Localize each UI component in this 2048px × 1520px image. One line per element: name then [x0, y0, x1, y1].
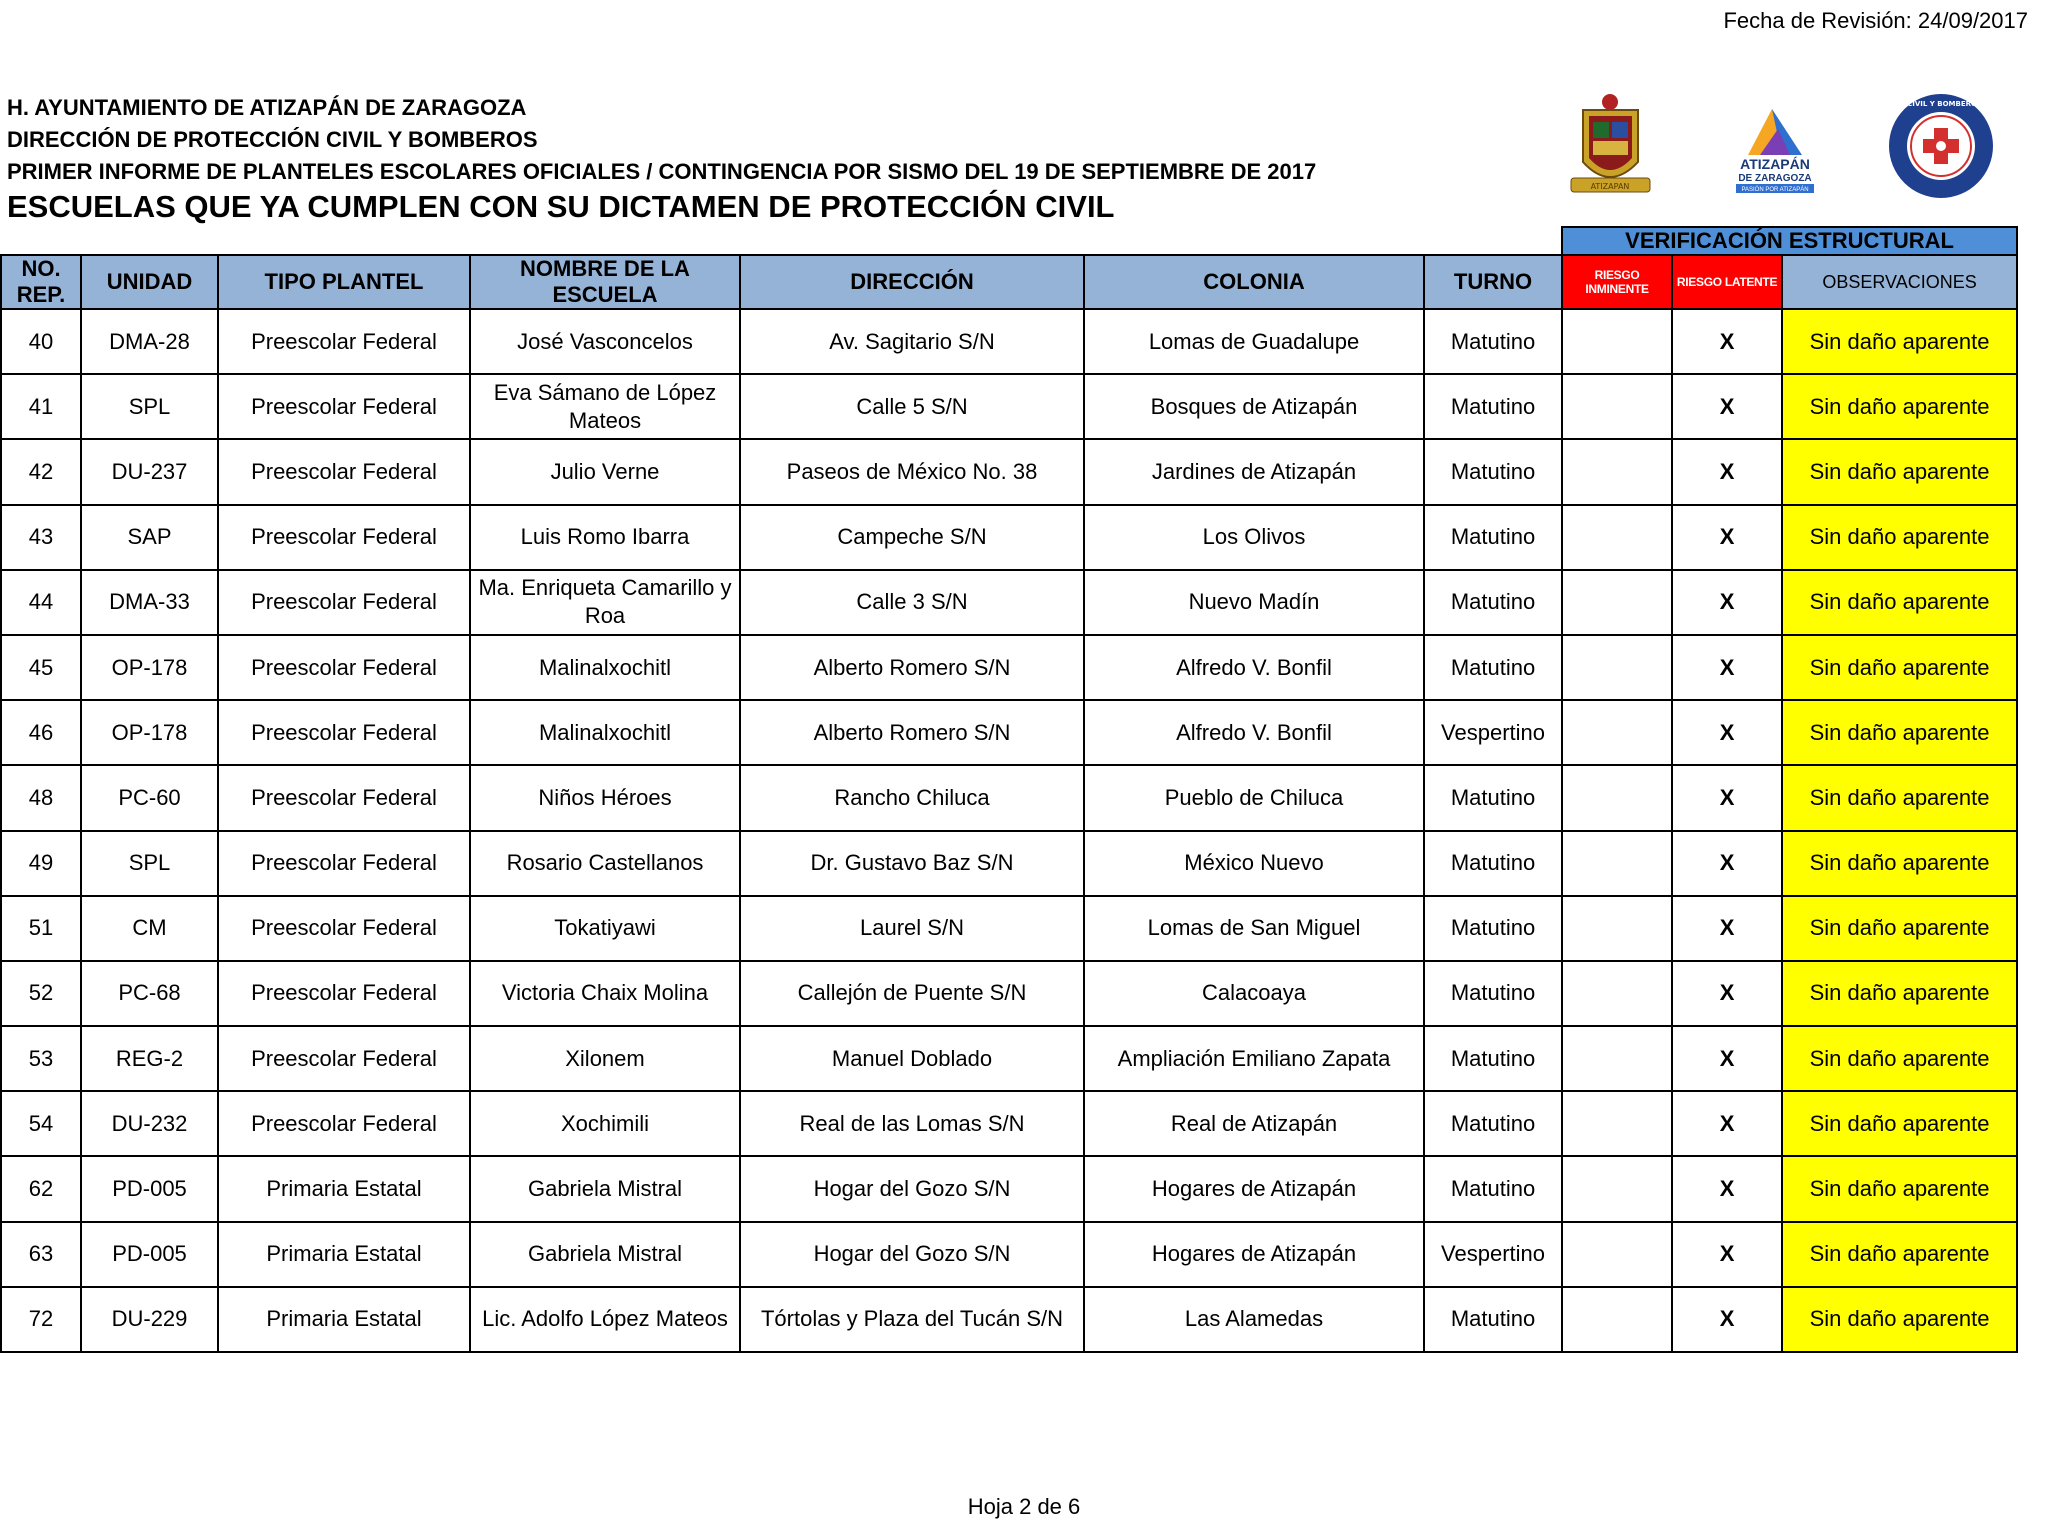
cell-riesgo-latente: X — [1672, 635, 1782, 700]
cell-no-rep: 44 — [1, 570, 81, 635]
table-row — [1, 700, 2017, 765]
cell-nombre-escuela: Eva Sámano de López Mateos — [470, 374, 740, 439]
cell-tipo-plantel: Preescolar Federal — [218, 374, 470, 439]
cell-colonia: Hogares de Atizapán — [1084, 1222, 1424, 1287]
cell-turno: Matutino — [1424, 1156, 1562, 1221]
cell-riesgo-latente: X — [1672, 439, 1782, 504]
cell-riesgo-inminente — [1562, 700, 1672, 765]
cell-direccion: Av. Sagitario S/N — [740, 309, 1084, 374]
cell-riesgo-inminente — [1562, 765, 1672, 830]
cell-colonia: Pueblo de Chiluca — [1084, 765, 1424, 830]
cell-no-rep: 42 — [1, 439, 81, 504]
cell-turno: Matutino — [1424, 1026, 1562, 1091]
municipality-name: H. AYUNTAMIENTO DE ATIZAPÁN DE ZARAGOZA — [7, 95, 527, 120]
table-row — [1, 1222, 2017, 1287]
cell-turno: Matutino — [1424, 439, 1562, 504]
cell-nombre-escuela: Gabriela Mistral — [470, 1222, 740, 1287]
cell-direccion: Alberto Romero S/N — [740, 635, 1084, 700]
cell-unidad: DU-237 — [81, 439, 218, 504]
cell-observaciones: Sin daño aparente — [1782, 374, 2017, 439]
cell-no-rep: 72 — [1, 1287, 81, 1352]
cell-direccion: Hogar del Gozo S/N — [740, 1222, 1084, 1287]
cell-riesgo-inminente — [1562, 1222, 1672, 1287]
cell-nombre-escuela: Tokatiyawi — [470, 896, 740, 961]
cell-observaciones: Sin daño aparente — [1782, 700, 2017, 765]
cell-no-rep: 46 — [1, 700, 81, 765]
cell-tipo-plantel: Preescolar Federal — [218, 570, 470, 635]
cell-colonia: Hogares de Atizapán — [1084, 1156, 1424, 1221]
cell-tipo-plantel: Preescolar Federal — [218, 896, 470, 961]
verification-structural-header: VERIFICACIÓN ESTRUCTURAL — [1562, 227, 2017, 255]
cell-riesgo-latente: X — [1672, 1156, 1782, 1221]
cell-direccion: Calle 3 S/N — [740, 570, 1084, 635]
cell-observaciones: Sin daño aparente — [1782, 1156, 2017, 1221]
cell-observaciones: Sin daño aparente — [1782, 896, 2017, 961]
cell-observaciones: Sin daño aparente — [1782, 439, 2017, 504]
col-tipo-plantel: TIPO PLANTEL — [218, 255, 470, 309]
cell-tipo-plantel: Preescolar Federal — [218, 439, 470, 504]
cell-direccion: Rancho Chiluca — [740, 765, 1084, 830]
cell-colonia: Real de Atizapán — [1084, 1091, 1424, 1156]
report-title: ESCUELAS QUE YA CUMPLEN CON SU DICTAMEN DE PROTECCIÓN CIVIL — [7, 189, 1115, 224]
cell-tipo-plantel: Primaria Estatal — [218, 1222, 470, 1287]
cell-turno: Matutino — [1424, 1091, 1562, 1156]
cell-riesgo-inminente — [1562, 505, 1672, 570]
cell-unidad: DMA-28 — [81, 309, 218, 374]
cell-riesgo-inminente — [1562, 1026, 1672, 1091]
cell-colonia: Jardines de Atizapán — [1084, 439, 1424, 504]
cell-direccion: Alberto Romero S/N — [740, 700, 1084, 765]
cell-riesgo-latente: X — [1672, 831, 1782, 896]
cell-nombre-escuela: Ma. Enriqueta Camarillo y Roa — [470, 570, 740, 635]
document-header — [7, 92, 1316, 226]
col-riesgo-latente: RIESGO LATENTE — [1672, 255, 1782, 309]
cell-observaciones: Sin daño aparente — [1782, 1026, 2017, 1091]
cell-direccion: Laurel S/N — [740, 896, 1084, 961]
table-row — [1, 831, 2017, 896]
cell-nombre-escuela: Victoria Chaix Molina — [470, 961, 740, 1026]
cell-unidad: PC-68 — [81, 961, 218, 1026]
cell-observaciones: Sin daño aparente — [1782, 1287, 2017, 1352]
cell-nombre-escuela: Niños Héroes — [470, 765, 740, 830]
cell-turno: Matutino — [1424, 961, 1562, 1026]
svg-text:DE ZARAGOZA: DE ZARAGOZA — [1738, 173, 1812, 184]
cell-colonia: México Nuevo — [1084, 831, 1424, 896]
cell-nombre-escuela: Xilonem — [470, 1026, 740, 1091]
col-turno: TURNO — [1424, 255, 1562, 309]
table-row — [1, 635, 2017, 700]
cell-nombre-escuela: José Vasconcelos — [470, 309, 740, 374]
cell-no-rep: 41 — [1, 374, 81, 439]
cell-tipo-plantel: Preescolar Federal — [218, 505, 470, 570]
cell-nombre-escuela: Rosario Castellanos — [470, 831, 740, 896]
svg-text:ATIZAPÁN: ATIZAPÁN — [1740, 156, 1810, 172]
cell-colonia: Las Alamedas — [1084, 1287, 1424, 1352]
col-nombre-escuela: NOMBRE DE LA ESCUELA — [470, 255, 740, 309]
page-number: Hoja 2 de 6 — [967, 1494, 1081, 1519]
cell-unidad: DMA-33 — [81, 570, 218, 635]
table-row — [1, 1026, 2017, 1091]
cell-riesgo-latente: X — [1672, 1287, 1782, 1352]
cell-turno: Vespertino — [1424, 700, 1562, 765]
cell-tipo-plantel: Preescolar Federal — [218, 1026, 470, 1091]
cell-observaciones: Sin daño aparente — [1782, 765, 2017, 830]
cell-observaciones: Sin daño aparente — [1782, 505, 2017, 570]
cell-no-rep: 53 — [1, 1026, 81, 1091]
cell-turno: Matutino — [1424, 1287, 1562, 1352]
cell-tipo-plantel: Preescolar Federal — [218, 309, 470, 374]
cell-riesgo-latente: X — [1672, 961, 1782, 1026]
cell-colonia: Lomas de Guadalupe — [1084, 309, 1424, 374]
municipal-seal-logo — [1563, 92, 1658, 200]
cell-riesgo-latente: X — [1672, 896, 1782, 961]
cell-no-rep: 51 — [1, 896, 81, 961]
cell-direccion: Dr. Gustavo Baz S/N — [740, 831, 1084, 896]
cell-riesgo-inminente — [1562, 1156, 1672, 1221]
cell-turno: Matutino — [1424, 309, 1562, 374]
cell-turno: Matutino — [1424, 765, 1562, 830]
cell-unidad: PC-60 — [81, 765, 218, 830]
column-header-row — [1, 255, 2017, 309]
cell-tipo-plantel: Primaria Estatal — [218, 1287, 470, 1352]
cell-unidad: OP-178 — [81, 700, 218, 765]
cell-direccion: Manuel Doblado — [740, 1026, 1084, 1091]
cell-unidad: PD-005 — [81, 1156, 218, 1221]
cell-riesgo-latente: X — [1672, 374, 1782, 439]
table-row — [1, 1287, 2017, 1352]
cell-colonia: Calacoaya — [1084, 961, 1424, 1026]
table-row — [1, 439, 2017, 504]
cell-unidad: SAP — [81, 505, 218, 570]
table-body — [1, 309, 2017, 1352]
cell-riesgo-inminente — [1562, 1091, 1672, 1156]
cell-riesgo-inminente — [1562, 1287, 1672, 1352]
cell-observaciones: Sin daño aparente — [1782, 1091, 2017, 1156]
cell-riesgo-latente: X — [1672, 700, 1782, 765]
cell-colonia: Los Olivos — [1084, 505, 1424, 570]
cell-observaciones: Sin daño aparente — [1782, 831, 2017, 896]
cell-unidad: PD-005 — [81, 1222, 218, 1287]
cell-turno: Matutino — [1424, 374, 1562, 439]
cell-riesgo-inminente — [1562, 896, 1672, 961]
cell-unidad: OP-178 — [81, 635, 218, 700]
cell-turno: Matutino — [1424, 831, 1562, 896]
cell-riesgo-latente: X — [1672, 505, 1782, 570]
cell-riesgo-inminente — [1562, 831, 1672, 896]
col-no-rep: NO. REP. — [1, 255, 81, 309]
cell-riesgo-latente: X — [1672, 765, 1782, 830]
cell-riesgo-inminente — [1562, 635, 1672, 700]
cell-direccion: Real de las Lomas S/N — [740, 1091, 1084, 1156]
cell-nombre-escuela: Julio Verne — [470, 439, 740, 504]
cell-riesgo-inminente — [1562, 961, 1672, 1026]
table-row — [1, 505, 2017, 570]
svg-text:PROTECCIÓN CIVIL Y BOMBEROS ·: PROTECCIÓN CIVIL Y BOMBEROS · ATIZAPÁN — [1853, 100, 2029, 108]
cell-direccion: Paseos de México No. 38 — [740, 439, 1084, 504]
revision-date: Fecha de Revisión: 24/09/2017 — [1723, 8, 2028, 33]
svg-text:ATIZAPAN: ATIZAPAN — [1590, 182, 1630, 191]
col-colonia: COLONIA — [1084, 255, 1424, 309]
logos — [1555, 92, 2029, 202]
cell-colonia: Bosques de Atizapán — [1084, 374, 1424, 439]
cell-riesgo-latente: X — [1672, 1026, 1782, 1091]
cell-no-rep: 63 — [1, 1222, 81, 1287]
cell-tipo-plantel: Preescolar Federal — [218, 1091, 470, 1156]
cell-no-rep: 40 — [1, 309, 81, 374]
cell-tipo-plantel: Preescolar Federal — [218, 831, 470, 896]
cell-colonia: Alfredo V. Bonfil — [1084, 700, 1424, 765]
cell-turno: Matutino — [1424, 635, 1562, 700]
table-row — [1, 374, 2017, 439]
cell-unidad: REG-2 — [81, 1026, 218, 1091]
cell-direccion: Campeche S/N — [740, 505, 1084, 570]
cell-unidad: SPL — [81, 831, 218, 896]
cell-unidad: DU-232 — [81, 1091, 218, 1156]
civil-protection-seal-logo — [1853, 92, 2029, 200]
cell-tipo-plantel: Preescolar Federal — [218, 961, 470, 1026]
cell-colonia: Lomas de San Miguel — [1084, 896, 1424, 961]
cell-unidad: SPL — [81, 374, 218, 439]
cell-unidad: CM — [81, 896, 218, 961]
table-row — [1, 1091, 2017, 1156]
cell-tipo-plantel: Preescolar Federal — [218, 700, 470, 765]
cell-nombre-escuela: Malinalxochitl — [470, 700, 740, 765]
cell-no-rep: 54 — [1, 1091, 81, 1156]
verification-header-row — [1, 227, 2017, 255]
cell-unidad: DU-229 — [81, 1287, 218, 1352]
cell-tipo-plantel: Preescolar Federal — [218, 635, 470, 700]
cell-riesgo-inminente — [1562, 439, 1672, 504]
table-row — [1, 765, 2017, 830]
cell-direccion: Hogar del Gozo S/N — [740, 1156, 1084, 1221]
cell-turno: Matutino — [1424, 896, 1562, 961]
cell-colonia: Nuevo Madín — [1084, 570, 1424, 635]
cell-no-rep: 52 — [1, 961, 81, 1026]
schools-table — [0, 226, 2018, 1353]
col-unidad: UNIDAD — [81, 255, 218, 309]
cell-nombre-escuela: Lic. Adolfo López Mateos — [470, 1287, 740, 1352]
cell-riesgo-inminente — [1562, 570, 1672, 635]
col-observaciones: OBSERVACIONES — [1782, 255, 2017, 309]
cell-observaciones: Sin daño aparente — [1782, 570, 2017, 635]
cell-riesgo-latente: X — [1672, 309, 1782, 374]
cell-colonia: Alfredo V. Bonfil — [1084, 635, 1424, 700]
cell-riesgo-inminente — [1562, 309, 1672, 374]
cell-direccion: Callejón de Puente S/N — [740, 961, 1084, 1026]
cell-turno: Vespertino — [1424, 1222, 1562, 1287]
cell-no-rep: 48 — [1, 765, 81, 830]
cell-observaciones: Sin daño aparente — [1782, 635, 2017, 700]
report-subtitle: PRIMER INFORME DE PLANTELES ESCOLARES OFICIALES / CONTINGENCIA POR SISMO DEL 19 DE SEPTIEMBRE DE 2017 — [7, 159, 1317, 184]
cell-no-rep: 62 — [1, 1156, 81, 1221]
cell-nombre-escuela: Malinalxochitl — [470, 635, 740, 700]
cell-nombre-escuela: Xochimili — [470, 1091, 740, 1156]
cell-no-rep: 45 — [1, 635, 81, 700]
department-name: DIRECCIÓN DE PROTECCIÓN CIVIL Y BOMBEROS — [7, 127, 538, 152]
cell-no-rep: 43 — [1, 505, 81, 570]
cell-turno: Matutino — [1424, 505, 1562, 570]
table-row — [1, 896, 2017, 961]
table-row — [1, 961, 2017, 1026]
col-riesgo-inminente: RIESGO INMINENTE — [1562, 255, 1672, 309]
cell-direccion: Calle 5 S/N — [740, 374, 1084, 439]
table-row — [1, 1156, 2017, 1221]
cell-nombre-escuela: Luis Romo Ibarra — [470, 505, 740, 570]
cell-colonia: Ampliación Emiliano Zapata — [1084, 1026, 1424, 1091]
svg-text:PASIÓN POR ATIZAPÁN: PASIÓN POR ATIZAPÁN — [1741, 187, 1809, 193]
col-direccion: DIRECCIÓN — [740, 255, 1084, 309]
cell-riesgo-inminente — [1562, 374, 1672, 439]
table-row — [1, 309, 2017, 374]
table-row — [1, 570, 2017, 635]
cell-observaciones: Sin daño aparente — [1782, 309, 2017, 374]
cell-riesgo-latente: X — [1672, 1091, 1782, 1156]
atizapan-brand-logo — [1720, 97, 1830, 197]
cell-turno: Matutino — [1424, 570, 1562, 635]
cell-nombre-escuela: Gabriela Mistral — [470, 1156, 740, 1221]
cell-tipo-plantel: Preescolar Federal — [218, 765, 470, 830]
cell-riesgo-latente: X — [1672, 1222, 1782, 1287]
cell-no-rep: 49 — [1, 831, 81, 896]
cell-direccion: Tórtolas y Plaza del Tucán S/N — [740, 1287, 1084, 1352]
cell-observaciones: Sin daño aparente — [1782, 1222, 2017, 1287]
cell-tipo-plantel: Primaria Estatal — [218, 1156, 470, 1221]
cell-observaciones: Sin daño aparente — [1782, 961, 2017, 1026]
cell-riesgo-latente: X — [1672, 570, 1782, 635]
